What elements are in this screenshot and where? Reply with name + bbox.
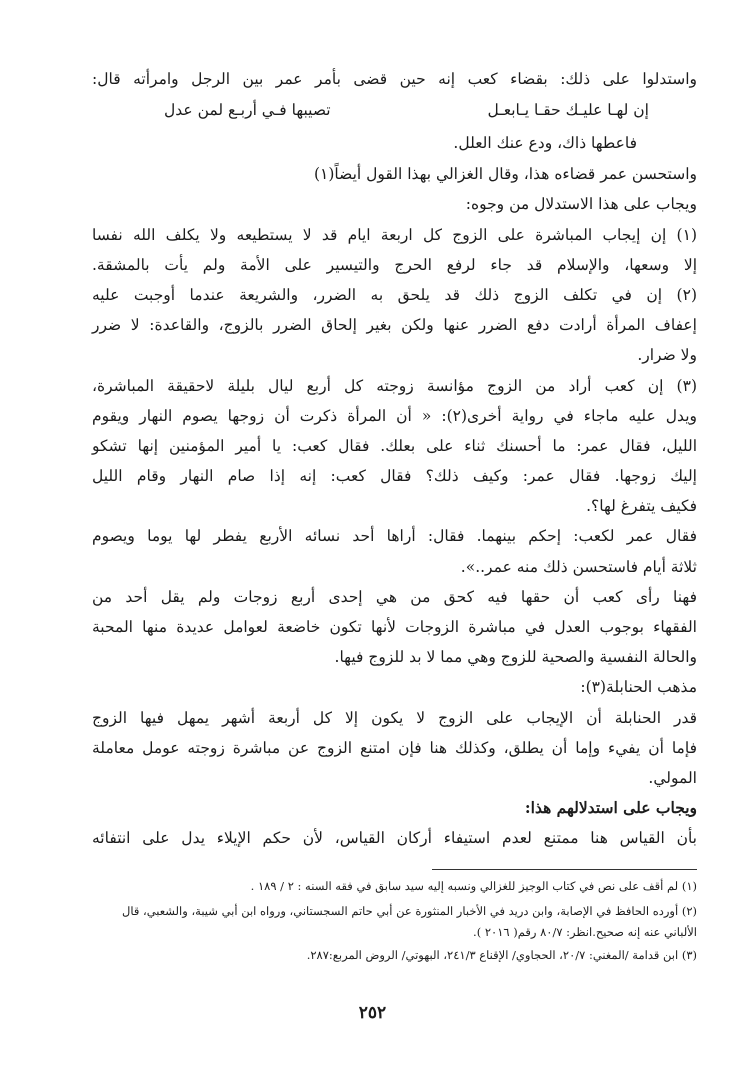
text-line: (٢) إن في تكلف الزوج ذلك قد يلحق به الضرر، والشريعة عندما أوجبت عليه [92, 285, 697, 304]
poem-verse [92, 94, 697, 127]
text-line: واستحسن عمر قضاءه هذا، وقال الغزالي بهذا القول أيضاً(١) [313, 165, 697, 184]
text-line: واستدلوا على ذلك: بقضاء كعب إنه حين قضى بأمر عمر بين الرجل وامرأته قال: [92, 70, 697, 88]
footnote-divider [432, 869, 697, 870]
footnote: (٣) ابن قدامة /المغني: ٢٠/٧، الحجاوي/ الإقناع ٢٤١/٣، البهوتي/ الروض المربع:٢٨٧. [306, 948, 697, 962]
text-line: فقال عمر لكعب: إحكم بينهما. فقال: أراها أحد نسائه الأربع يفطر لها يوما ويصوم [92, 527, 697, 546]
section-heading: ويجاب على استدلالهم هذا: [524, 798, 697, 818]
text-line: بأن القياس هنا ممتنع لعدم استيفاء أركان القياس، لأن حكم الإيلاء يدل على انتفائه [92, 829, 697, 848]
footnote: (١) لم أقف على نص في كتاب الوجيز للغزالي ونسبه إليه سيد سابق في فقه السنه : ٢ / ١٨٩ . [250, 879, 697, 893]
text-line: فكيف يتفرغ لها؟. [586, 497, 697, 516]
text-line: ثلاثة أيام فاستحسن ذلك منه عمر..». [460, 557, 697, 576]
main-text [92, 64, 697, 854]
text-line: الليل، فقال عمر: ما أحسنك ثناء على بعلك. فقال كعب: يا أمير المؤمنين إنها تشكو [92, 436, 697, 455]
text-line: إعفاف المرأة أرادت دفع الضرر عنها ولكن بغير إلحاق الضرر بالزوج، والقاعدة: لا ضرر [92, 316, 697, 335]
text-line: (٣) إن كعب أراد من الزوج مؤانسة زوجته كل أربع ليال بليلة لاحقيقة المباشرة، [92, 376, 697, 395]
footnote: (٢) أورده الحافظ في الإصابة، وابن دريد في الأخبار المنثورة عن أبي حاتم السجستاني، ورواه ابن أبي شيبة، والشعبي، قال [121, 904, 697, 918]
text-line: إلا وسعها، والإسلام قد جاء لرفع الحرج والتيسير على الأمة ولم يأت بالمشقة. [92, 255, 697, 274]
text-line: قدر الحنابلة أن الإيجاب على الزوج لا يكون إلا كل أربعة أشهر يمهل فيها الزوج [92, 708, 697, 727]
poem-hemistich: تصيبها فـي أربـع لمن عدل [164, 101, 331, 120]
text-line: (١) إن إيجاب المباشرة على الزوج كل اربعة ايام قد لا يستطيعه ولا يكلف الله نفسا [92, 225, 697, 244]
text-line: والحالة النفسية والصحية للزوج وهي مما لا بد للزوج فيها. [334, 648, 697, 667]
footnote: الألباني عنه إنه صحيح.انظر: ٨٠/٧ رقم( ٢٠١٦ ). [473, 925, 697, 939]
text-line: فإما أن يفيء وإما أن يطلق، وكذلك هنا فإن امتنع الزوج عن مباشرة زوجته عومل معاملة [92, 738, 697, 757]
text-line: ولا ضرار. [637, 346, 697, 365]
text-line: فهنا رأى كعب أن حقها فيه كحق من هي إحدى أربع زوجات ولم يقل أحد من [92, 587, 697, 606]
text-line: ويجاب على هذا الاستدلال من وجوه: [465, 195, 697, 214]
poem-hemistich: إن لهـا عليـك حقـا يـابعـل [487, 101, 649, 120]
text-line: الفقهاء بوجوب العدل في مباشرة الزوجات لأنها تكون خاضعة لعوامل عديدة منها المحبة [92, 618, 697, 636]
text-line: إليك زوجها. فقال عمر: وكيف ذلك؟ فقال كعب: إنه إذا صام النهار وقام الليل [92, 467, 697, 486]
text-line: ويدل عليه ماجاء في رواية أخرى(٢): « أن المرأة ذكرت أن زوجها يصوم النهار ويقوم [92, 406, 697, 425]
section-heading: مذهب الحنابلة(٣): [580, 678, 697, 697]
text-line: المولي. [648, 768, 697, 787]
page-number: ٢٥٢ [358, 1003, 387, 1023]
poem-line: فاعطها ذاك، ودع عنك العلل. [453, 134, 637, 153]
